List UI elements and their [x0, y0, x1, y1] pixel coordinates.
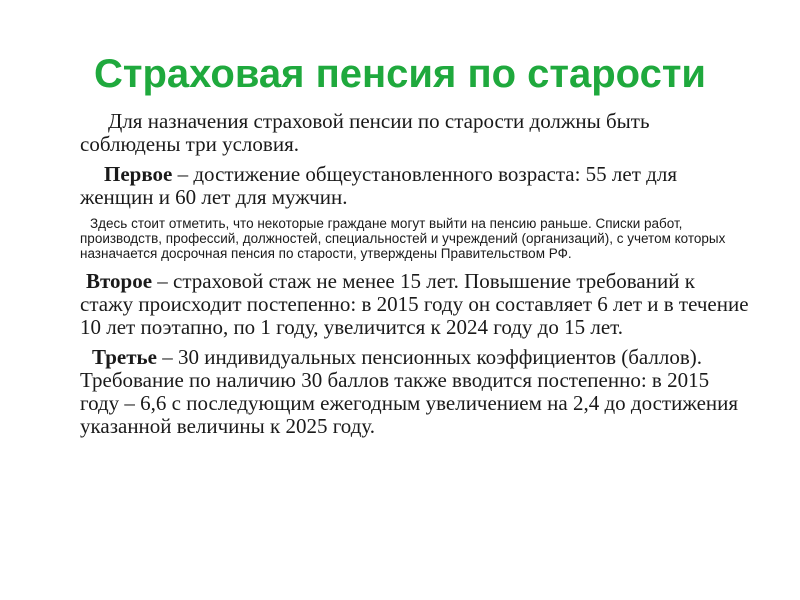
- condition-first-text: – достижение общеустановленного возраста: 55 лет для женщин и 60 лет для мужчин.: [80, 162, 677, 209]
- condition-second-text: – страховой стаж не менее 15 лет. Повышение требований к стажу происходит постепенно: в 2015 году он составляет 6 лет и в течение 10 лет поэтапно, по 1 году, увеличится к 2024 году до 15 лет.: [80, 268, 749, 339]
- condition-second: [80, 270, 750, 339]
- condition-third-label: Третье: [92, 344, 157, 369]
- intro-paragraph: Для назначения страховой пенсии по старости должны быть соблюдены три условия.: [80, 109, 650, 156]
- early-pension-note: Здесь стоит отметить, что некоторые граждане могут выйти на пенсию раньше. Списки работ, производств, профессий, должностей, специальностей и учреждений (организаций), с учетом которых назначается досрочная пенсия по старости, утверждены Правительством РФ.: [80, 216, 726, 262]
- condition-third: [80, 346, 750, 438]
- condition-third-text: – 30 индивидуальных пенсионных коэффициентов (баллов). Требование по наличию 30 баллов также вводится постепенно: в 2015 году – 6,6 с последующим ежегодным увеличением на 2,4 до достижения указанной величины к 2025 году.: [80, 344, 739, 438]
- slide-body: [80, 110, 750, 445]
- condition-second-label: Второе: [86, 268, 153, 293]
- condition-first: [80, 163, 750, 209]
- slide-title: Страховая пенсия по старости: [93, 52, 706, 96]
- condition-first-label: Первое: [104, 162, 173, 186]
